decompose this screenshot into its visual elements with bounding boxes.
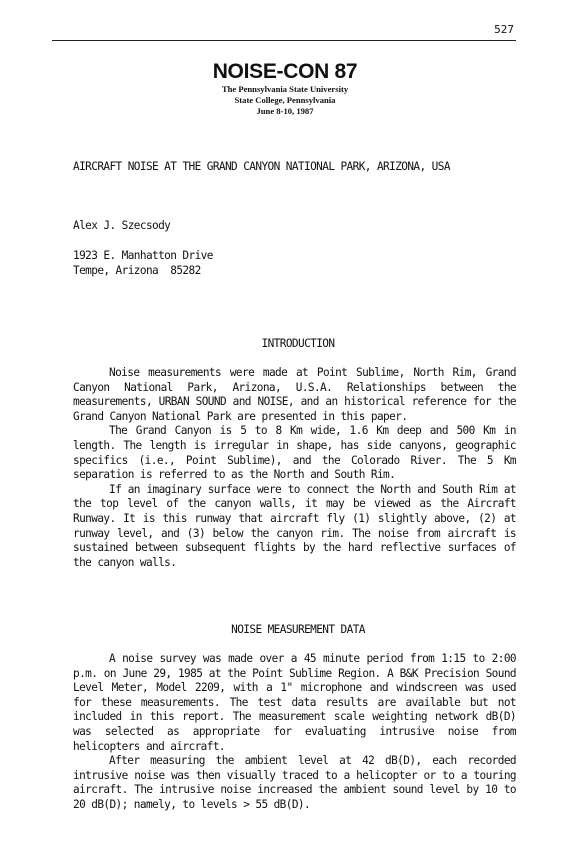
conference-header bbox=[0, 60, 570, 117]
paper-title: AIRCRAFT NOISE AT THE GRAND CANYON NATIONAL PARK, ARIZONA, USA bbox=[73, 160, 450, 173]
intro-paragraph-3: If an imaginary surface were to connect the North and South Rim at the top level of the canyon walls, it may be viewed as the Aircraft Runway. It is this runway that aircraft fly (1) slightly above, (2) at runway level, and (3) below the canyon rim. The noise from aircraft is sustained between subsequent flights by the hard reflective surfaces of the canyon walls. bbox=[73, 482, 516, 569]
measurement-paragraph-1: A noise survey was made over a 45 minute period from 1:15 to 2:00 p.m. on June 29, 1985 at the Point Sublime Region. A B&K Precision Sound Level Meter, Model 2209, with a 1" microphone and windscreen was used for these measurements. The test data results are available but not included in this report. The measurement scale weighting network dB(D) was selected as appropriate for evaluating intrusive noise from helicopters and aircraft. bbox=[73, 652, 516, 753]
intro-paragraph-2: The Grand Canyon is 5 to 8 Km wide, 1.6 Km deep and 500 Km in length. The length is irregular in shape, has side canyons, geographic specifics (i.e., Point Sublime), and the Colorado River. The 5 Km separation is referred to as the North and South Rim. bbox=[73, 424, 516, 482]
author-address-line1: 1923 E. Manhatton Drive bbox=[73, 249, 213, 262]
introduction-body bbox=[73, 366, 516, 570]
page-number: 527 bbox=[494, 23, 514, 36]
intro-paragraph-1: Noise measurements were made at Point Sublime, North Rim, Grand Canyon National Park, Arizona, U.S.A. Relationships between the measurements, URBAN SOUND and NOISE, and an historical reference for the Grand Canyon National Park are presented in this paper. bbox=[73, 366, 516, 423]
author-address-line2: Tempe, Arizona 85282 bbox=[73, 264, 201, 277]
conference-university: The Pennsylvania State University bbox=[221, 84, 349, 94]
measurement-heading: NOISE MEASUREMENT DATA bbox=[231, 623, 365, 636]
introduction-heading: INTRODUCTION bbox=[261, 337, 335, 350]
measurement-body bbox=[73, 652, 516, 813]
measurement-paragraph-2: After measuring the ambient level at 42 dB(D), each recorded intrusive noise was then visually traced to a helicopter or to a touring aircraft. The intrusive noise increased the ambient sound level by 10 to 20 dB(D); namely, to levels > 55 dB(D). bbox=[73, 754, 516, 811]
conference-title: NOISE-CON 87 bbox=[212, 60, 358, 83]
author-name: Alex J. Szecsody bbox=[73, 219, 171, 232]
header-rule bbox=[52, 40, 516, 41]
conference-location: State College, Pennsylvania bbox=[234, 95, 336, 105]
conference-dates: June 8-10, 1987 bbox=[256, 106, 314, 116]
